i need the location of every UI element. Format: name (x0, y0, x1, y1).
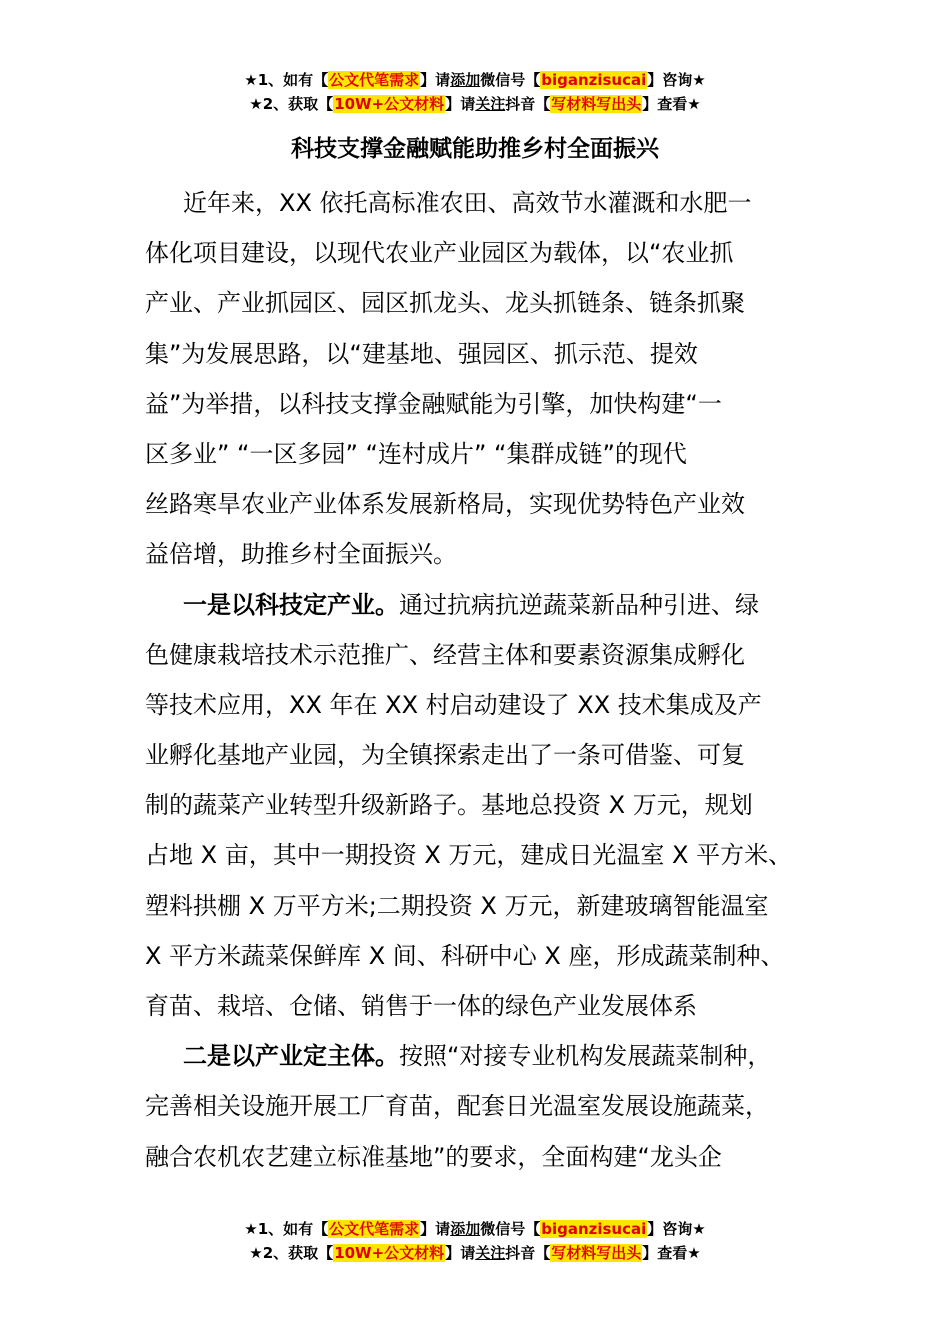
paragraph-intro (145, 178, 810, 580)
text-line: 制的蔬菜产业转型升级新路子。基地总投资 X 万元，规划 (145, 791, 753, 820)
banner-line-1-underline: 添加 (450, 1220, 481, 1238)
banner-line-1-highlight-1: 公文代笔需求 (329, 71, 420, 89)
text-line: 塑料拱棚 X 万平方米;二期投资 X 万元，新建玻璃智能温室 (145, 891, 769, 920)
text-line: 区多业” “一区多园” “连村成片” “集群成链”的现代 (145, 439, 687, 468)
banner-line-1-prefix: ★1、如有【 (244, 71, 329, 89)
text-line: 业孵化基地产业园，为全镇探索走出了一条可借鉴、可复 (145, 741, 745, 770)
banner-line-1 (0, 1217, 950, 1241)
banner-line-2-mid-1: 】请 (445, 1244, 476, 1262)
paragraph-heading: 一是以科技定产业。 (183, 590, 399, 619)
banner-line-2-mid-1: 】请 (445, 95, 476, 113)
text-run: 通过抗病抗逆蔬菜新品种引进、绿 (399, 590, 759, 619)
footer-banner (0, 1217, 950, 1265)
banner-line-2-highlight-1: 10W+公文材料 (334, 1244, 445, 1262)
text-line: 占地 X 亩，其中一期投资 X 万元，建成日光温室 X 平方米、 (145, 841, 793, 870)
banner-line-2 (0, 92, 950, 116)
paragraph-heading: 二是以产业定主体。 (183, 1042, 399, 1071)
banner-line-2-underline: 关注 (475, 95, 506, 113)
banner-line-2-prefix: ★2、获取【 (249, 1244, 334, 1262)
text-line: 色健康栽培技术示范推广、经营主体和要素资源集成孵化 (145, 640, 745, 669)
banner-line-2-suffix: 】查看★ (642, 95, 701, 113)
text-line: 益倍增，助推乡村全面振兴。 (145, 540, 457, 569)
banner-line-1 (0, 68, 950, 92)
text-line: 丝路寒旱农业产业体系发展新格局，实现优势特色产业效 (145, 490, 745, 519)
text-line: 育苗、栽培、仓储、销售于一体的绿色产业发展体系 (145, 992, 697, 1020)
text-line: 益”为举措，以科技支撑金融赋能为引擎，加快构建“一 (145, 389, 722, 418)
banner-line-2-mid-2: 抖音【 (505, 95, 551, 113)
header-banner (0, 68, 950, 116)
banner-line-2-highlight-1: 10W+公文材料 (334, 95, 445, 113)
text-line: 近年来，XX 依托高标准农田、高效节水灌溉和水肥一 (183, 189, 752, 217)
banner-line-1-mid-1: 】请 (420, 71, 451, 89)
banner-line-2-mid-2: 抖音【 (505, 1244, 551, 1262)
banner-line-1-suffix: 】咨询★ (647, 71, 706, 89)
text-run: 按照“对接专业机构发展蔬菜制种， (399, 1042, 772, 1071)
banner-line-2-highlight-2: 写材料写出头 (551, 95, 642, 113)
text-line: 融合农机农艺建立标准基地”的要求，全面构建“龙头企 (145, 1142, 722, 1171)
banner-line-1-highlight-2: biganzisucai (541, 71, 647, 89)
text-line: 完善相关设施开展工厂育苗，配套日光温室发展设施蔬菜， (145, 1092, 769, 1121)
banner-line-1-highlight-2: biganzisucai (541, 1220, 647, 1238)
banner-line-1-underline: 添加 (450, 71, 481, 89)
paragraph-industry-subject (145, 1031, 810, 1182)
banner-line-1-mid-1: 】请 (420, 1220, 451, 1238)
banner-line-2-prefix: ★2、获取【 (249, 95, 334, 113)
text-line (145, 580, 810, 630)
banner-line-2-suffix: 】查看★ (642, 1244, 701, 1262)
banner-line-1-mid-2: 微信号【 (480, 1220, 541, 1238)
text-line: X 平方米蔬菜保鲜库 X 间、科研中心 X 座，形成蔬菜制种、 (145, 941, 785, 970)
banner-line-2-highlight-2: 写材料写出头 (551, 1244, 642, 1262)
text-line: 等技术应用，XX 年在 XX 村启动建设了 XX 技术集成及产 (145, 690, 762, 719)
banner-line-1-prefix: ★1、如有【 (244, 1220, 329, 1238)
banner-line-1-highlight-1: 公文代笔需求 (329, 1220, 420, 1238)
document-body (145, 178, 810, 1182)
text-line (145, 1031, 810, 1081)
paragraph-tech-industry (145, 580, 810, 1032)
banner-line-1-suffix: 】咨询★ (647, 1220, 706, 1238)
banner-line-2 (0, 1241, 950, 1265)
banner-line-2-underline: 关注 (475, 1244, 506, 1262)
document-title: 科技支撑金融赋能助推乡村全面振兴 (291, 136, 659, 162)
text-line: 集”为发展思路，以“建基地、强园区、抓示范、提效 (145, 339, 698, 368)
text-line: 体化项目建设，以现代农业产业园区为载体，以“农业抓 (145, 239, 734, 268)
text-line: 产业、产业抓园区、园区抓龙头、龙头抓链条、链条抓聚 (145, 289, 745, 318)
banner-line-1-mid-2: 微信号【 (480, 71, 541, 89)
